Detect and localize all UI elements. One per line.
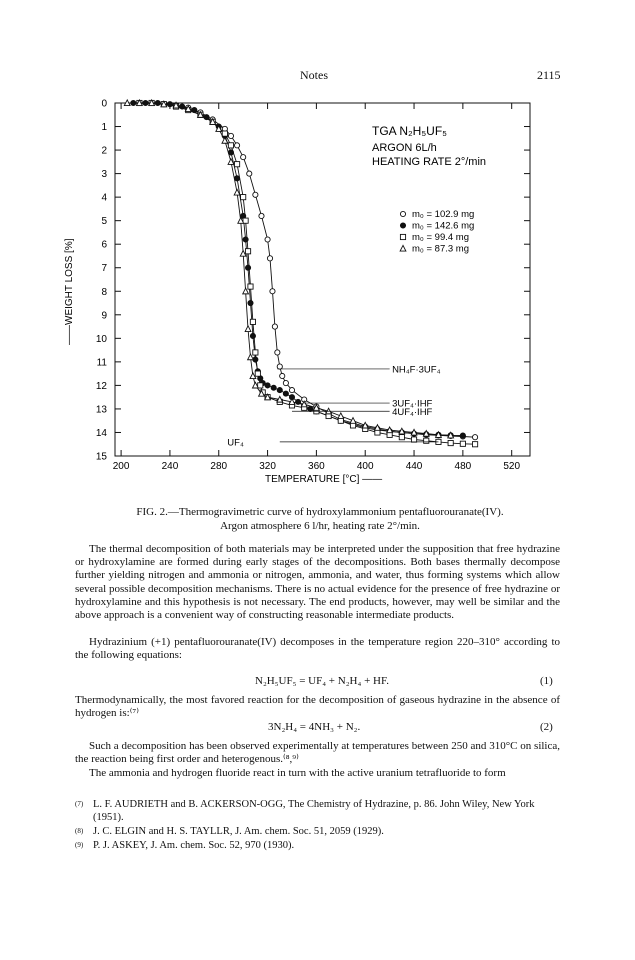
annotation-label: 3UF₄·IHF	[392, 398, 433, 410]
annotation-label: NH₄F·3UF₄	[392, 364, 441, 376]
data-point-square-open	[253, 350, 258, 355]
equation-1: N₂H₅UF₅ = UF₄ + N₂H₄ + HF.	[255, 675, 389, 687]
paragraph-2: Hydrazinium (+1) pentafluorouranate(IV) decomposes in the temperature region 220–310° according to the following equations:	[75, 636, 560, 662]
data-point-square-open	[250, 319, 255, 324]
data-point-square-open	[258, 383, 263, 388]
x-tick-label: 280	[210, 461, 228, 472]
reference-text: P. J. ASKEY, J. Am. chem. Soc. 52, 970 (1930).	[93, 840, 295, 851]
x-axis-label: TEMPERATURE [°C] ——	[265, 474, 383, 485]
data-point-circle-open	[267, 256, 272, 261]
data-point-circle-open	[253, 192, 258, 197]
data-point-circle-open	[289, 388, 294, 393]
data-point-circle-filled	[460, 433, 465, 438]
equation-1-number: (1)	[540, 675, 553, 687]
data-point-circle-open	[265, 237, 270, 242]
data-point-circle-open	[270, 289, 275, 294]
y-tick-label: 1	[101, 122, 107, 134]
data-point-circle-filled	[271, 385, 276, 390]
chart-title-line-3: HEATING RATE 2°/min	[372, 156, 487, 168]
data-point-circle-open	[472, 435, 477, 440]
data-point-square-open	[241, 195, 246, 200]
data-point-circle-filled	[277, 388, 282, 393]
y-tick-label: 14	[95, 427, 107, 439]
data-point-square-open	[424, 438, 429, 443]
y-tick-label: 8	[101, 286, 107, 298]
data-point-circle-open	[400, 211, 405, 216]
data-point-triangle-open	[400, 245, 406, 251]
data-point-square-open	[228, 143, 233, 148]
equation-2: 3N₂H₄ = 4NH₃ + N₂.	[268, 721, 361, 733]
data-point-circle-open	[228, 133, 233, 138]
paragraph-1: The thermal decomposition of both materials may be interpreted under the supposition that free hydrazine or hydroxylamine are formed during early stages of the decompositions. Both bases thermally decompose further yielding nitrogen and ammonia or nitrogen, ammonia, and water, thus forming systems which allow several possible decomposition mechanisms. There is no actual evidence for the presence of free hydrazine or hydroxylamine and this hypothesis is not necessary. The end products, however, may well be similar and the above approach is a convenient way of constructing reasonable intermediate products.	[75, 543, 560, 622]
data-point-square-open	[400, 234, 405, 239]
x-tick-label: 200	[112, 461, 130, 472]
paragraph-4: Such a decomposition has been observed experimentally at temperatures between 250 and 310°C on silica, the reaction being first order and heterogenous.⁽⁸,⁹⁾	[75, 740, 560, 766]
reference-text: J. C. ELGIN and H. S. TAYLLR, J. Am. chem. Soc. 51, 2059 (1929).	[93, 826, 384, 837]
y-tick-label: 10	[95, 333, 107, 345]
y-tick-label: 7	[101, 263, 107, 275]
chart-title-block	[372, 124, 486, 168]
data-point-circle-filled	[245, 265, 250, 270]
reference-number: (9)	[75, 841, 84, 849]
data-point-circle-open	[234, 143, 239, 148]
data-point-circle-open	[272, 324, 277, 329]
data-point-circle-filled	[283, 391, 288, 396]
data-point-circle-open	[280, 373, 285, 378]
x-tick-label: 440	[405, 461, 423, 472]
y-tick-label: 12	[95, 380, 107, 392]
reference-8	[75, 825, 560, 838]
chart-title-line-1: TGA N₂H₅UF₅	[372, 124, 447, 138]
reference-number: (8)	[75, 827, 84, 835]
y-tick-label: 5	[101, 216, 107, 228]
reference-text: L. F. AUDRIETH and B. ACKERSON-OGG, The Chemistry of Hydrazine, p. 86. John Wiley, New York (1951).	[93, 799, 535, 823]
data-point-square-open	[460, 441, 465, 446]
data-point-square-open	[255, 371, 260, 376]
legend-entry-label: m₀ = 102.9 mg	[412, 209, 475, 220]
data-point-circle-filled	[248, 300, 253, 305]
figure-caption-line-2: Argon atmosphere 6 l/hr, heating rate 2°/min.	[220, 520, 420, 532]
data-point-square-open	[222, 131, 227, 136]
series-line	[139, 103, 475, 444]
data-point-square-open	[399, 435, 404, 440]
data-point-circle-filled	[234, 176, 239, 181]
legend-entry-label: m₀ = 87.3 mg	[412, 243, 470, 255]
chart-title-line-2: ARGON 6L/h	[372, 142, 437, 154]
legend-entry-label: m₀ = 142.6 mg	[412, 220, 475, 232]
figure-caption-line-1: FIG. 2.—Thermogravimetric curve of hydroxylammonium pentafluorouranate(IV).	[136, 506, 504, 518]
data-point-circle-filled	[400, 223, 405, 228]
paragraph-5: The ammonia and hydrogen fluoride react in turn with the active uranium tetrafluoride to form	[89, 767, 506, 779]
data-point-triangle-open	[350, 418, 356, 424]
paragraph-3: Thermodynamically, the most favored reaction for the decomposition of gaseous hydrazine in the absence of hydrogen is:⁽⁷⁾	[75, 694, 560, 720]
data-point-circle-open	[275, 350, 280, 355]
data-point-circle-open	[283, 380, 288, 385]
data-point-circle-open	[247, 171, 252, 176]
x-tick-label: 240	[161, 461, 179, 472]
reference-number: (7)	[75, 800, 84, 808]
data-point-circle-filled	[265, 383, 270, 388]
chart-legend	[400, 209, 474, 255]
x-tick-label: 480	[454, 461, 472, 472]
x-tick-label: 320	[259, 461, 276, 472]
y-tick-label: 2	[101, 145, 107, 157]
annotation-label: UF₄	[227, 437, 244, 449]
data-point-square-open	[411, 437, 416, 442]
legend-entry-label: m₀ = 99.4 mg	[412, 232, 470, 243]
x-tick-label: 360	[308, 461, 325, 472]
data-point-square-open	[448, 440, 453, 445]
y-tick-label: 3	[101, 169, 107, 181]
equation-2-number: (2)	[540, 721, 553, 733]
x-tick-label: 520	[503, 461, 521, 472]
data-point-circle-open	[277, 364, 282, 369]
data-point-triangle-open	[338, 413, 344, 419]
data-point-square-open	[472, 442, 477, 447]
data-point-square-open	[245, 249, 250, 254]
reference-9	[75, 839, 560, 852]
y-tick-label: 11	[96, 357, 107, 369]
y-tick-label: 15	[95, 451, 107, 463]
data-point-circle-open	[259, 213, 264, 218]
page-number: 2115	[537, 68, 561, 82]
data-point-circle-filled	[250, 333, 255, 338]
data-point-circle-open	[241, 155, 246, 160]
reference-7	[75, 798, 560, 824]
y-tick-label: 6	[101, 239, 107, 251]
data-point-square-open	[234, 162, 239, 167]
data-point-square-open	[248, 284, 253, 289]
data-point-square-open	[243, 218, 248, 223]
annotation-label: 4UF₄·IHF	[392, 406, 433, 418]
y-axis-label: ——WEIGHT LOSS [%]	[64, 238, 75, 345]
y-tick-label: 0	[101, 98, 107, 110]
y-tick-label: 4	[101, 192, 107, 204]
data-point-triangle-open	[245, 326, 251, 332]
running-header-title: Notes	[300, 68, 328, 82]
y-tick-label: 13	[95, 404, 107, 416]
y-tick-label: 9	[101, 310, 107, 322]
x-tick-label: 400	[356, 461, 374, 472]
